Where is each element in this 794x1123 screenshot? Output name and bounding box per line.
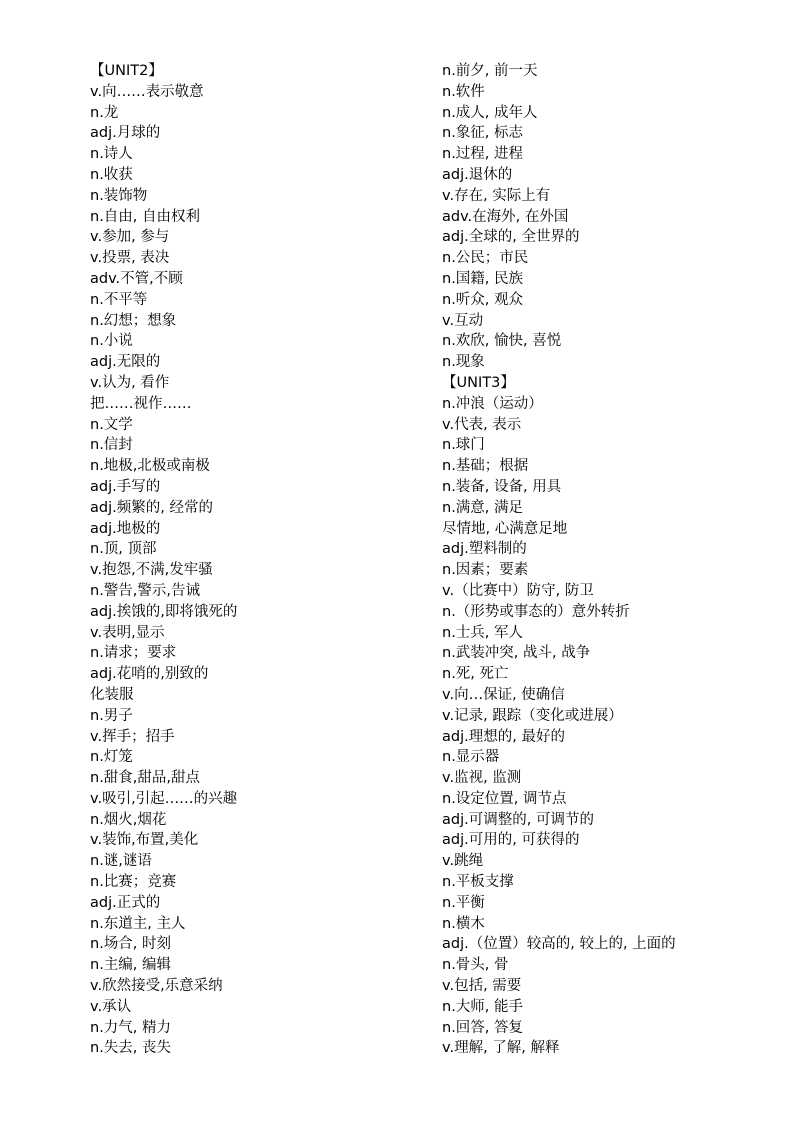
left-line: 把……视作…… — [90, 395, 192, 412]
left-line: n.警告,警示,告诫 — [90, 582, 201, 599]
right-line: adj.塑料制的 — [442, 541, 527, 558]
right-line: adv.在海外, 在外国 — [442, 208, 569, 225]
left-line: n.失去, 丧失 — [90, 1040, 172, 1057]
left-line: v.投票, 表决 — [90, 250, 170, 267]
left-line: v.挥手；招手 — [90, 728, 175, 745]
left-line: n.力气, 精力 — [90, 1019, 172, 1036]
right-line: n.因素；要素 — [442, 562, 529, 579]
right-line: n.国籍, 民族 — [442, 270, 524, 287]
left-line: v.欣然接受,乐意采纳 — [90, 978, 223, 995]
right-line: adj.全球的, 全世界的 — [442, 229, 580, 246]
right-line: n.听众, 观众 — [442, 291, 524, 308]
right-line: n.基础；根据 — [442, 458, 529, 475]
right-line: n.软件 — [442, 83, 485, 100]
left-line: adj.花哨的,别致的 — [90, 666, 209, 683]
right-line: n.象征, 标志 — [442, 125, 524, 142]
right-line: n.横木 — [442, 915, 485, 932]
right-line: adj.（位置）较高的, 较上的, 上面的 — [442, 936, 676, 953]
left-line: n.烟火,烟花 — [90, 811, 167, 828]
right-line: adj.可调整的, 可调节的 — [442, 811, 594, 828]
right-line: n.满意, 满足 — [442, 499, 524, 516]
right-line: n.冲浪（运动） — [442, 395, 543, 412]
right-line: n.显示器 — [442, 749, 500, 766]
right-line: 尽情地, 心满意足地 — [442, 520, 568, 537]
right-line: n.（形势或事态的）意外转折 — [442, 603, 630, 620]
right-line: v.互动 — [442, 312, 484, 329]
left-line: n.比赛；竞赛 — [90, 874, 177, 891]
left-line: n.诗人 — [90, 146, 133, 163]
right-line: v.记录, 跟踪（变化或进展） — [442, 707, 623, 724]
right-line: n.回答, 答复 — [442, 1019, 524, 1036]
left-line: 【UNIT2】 — [90, 63, 163, 79]
right-line: n.大师, 能手 — [442, 998, 524, 1015]
right-line: v.（比赛中）防守, 防卫 — [442, 582, 594, 599]
left-line: adj.手写的 — [90, 478, 161, 495]
left-line: adj.频繁的, 经常的 — [90, 499, 213, 516]
left-line: adj.地极的 — [90, 520, 161, 537]
left-line: adj.挨饿的,即将饿死的 — [90, 603, 238, 620]
right-line: v.代表, 表示 — [442, 416, 522, 433]
right-line: v.包括, 需要 — [442, 978, 522, 995]
right-line: n.死, 死亡 — [442, 666, 509, 683]
right-line: v.跳绳 — [442, 853, 484, 870]
right-line: adj.可用的, 可获得的 — [442, 832, 580, 849]
left-line: n.请求；要求 — [90, 645, 177, 662]
right-line: n.球门 — [442, 437, 485, 454]
right-line: v.监视, 监测 — [442, 770, 522, 787]
left-line: n.男子 — [90, 707, 133, 724]
left-column — [90, 61, 430, 1059]
left-line: 化装服 — [90, 686, 134, 703]
right-line: n.骨头, 骨 — [442, 957, 509, 974]
left-line: v.认为, 看作 — [90, 374, 170, 391]
left-line: n.不平等 — [90, 291, 148, 308]
left-line: v.表明,显示 — [90, 624, 165, 641]
right-line: n.装备, 设备, 用具 — [442, 478, 562, 495]
left-line: adv.不管,不顾 — [90, 270, 183, 287]
left-line: adj.无限的 — [90, 354, 161, 371]
left-line: n.顶, 顶部 — [90, 541, 157, 558]
left-line: n.小说 — [90, 333, 133, 350]
right-line: n.现象 — [442, 354, 485, 371]
right-column — [442, 61, 782, 1059]
left-line: n.龙 — [90, 104, 119, 121]
left-line: v.抱怨,不满,发牢骚 — [90, 562, 213, 579]
left-line: v.向……表示敬意 — [90, 83, 204, 100]
left-line: v.承认 — [90, 998, 132, 1015]
right-line: n.过程, 进程 — [442, 146, 524, 163]
left-line: n.自由, 自由权利 — [90, 208, 201, 225]
left-line: n.信封 — [90, 437, 133, 454]
left-line: n.收获 — [90, 166, 133, 183]
left-line: n.灯笼 — [90, 749, 133, 766]
left-line: n.场合, 时刻 — [90, 936, 172, 953]
left-line: adj.月球的 — [90, 125, 161, 142]
right-line: n.成人, 成年人 — [442, 104, 538, 121]
left-line: n.幻想；想象 — [90, 312, 177, 329]
right-line: n.武装冲突, 战斗, 战争 — [442, 645, 591, 662]
left-line: n.文学 — [90, 416, 133, 433]
left-line: n.东道主, 主人 — [90, 915, 186, 932]
left-line: n.主编, 编辑 — [90, 957, 172, 974]
left-line: n.装饰物 — [90, 187, 148, 204]
left-line: v.吸引,引起……的兴趣 — [90, 790, 238, 807]
right-line: adj.理想的, 最好的 — [442, 728, 565, 745]
left-line: n.谜,谜语 — [90, 853, 152, 870]
right-line: v.存在, 实际上有 — [442, 187, 551, 204]
right-line: n.公民；市民 — [442, 250, 529, 267]
right-line: v.向…保证, 使确信 — [442, 686, 565, 703]
right-line: n.设定位置, 调节点 — [442, 790, 567, 807]
left-line: v.装饰,布置,美化 — [90, 832, 199, 849]
right-line: v.理解, 了解, 解释 — [442, 1040, 560, 1057]
left-line: v.参加, 参与 — [90, 229, 170, 246]
right-line: n.平衡 — [442, 894, 485, 911]
right-line: n.欢欣, 愉快, 喜悦 — [442, 333, 562, 350]
left-line: n.甜食,甜品,甜点 — [90, 770, 201, 787]
left-line: adj.正式的 — [90, 894, 161, 911]
right-line: n.士兵, 军人 — [442, 624, 524, 641]
right-line: adj.退休的 — [442, 166, 513, 183]
left-line: n.地极,北极或南极 — [90, 458, 210, 475]
right-line: n.平板支撑 — [442, 874, 514, 891]
right-line: n.前夕, 前一天 — [442, 63, 538, 79]
right-line: 【UNIT3】 — [442, 374, 515, 391]
